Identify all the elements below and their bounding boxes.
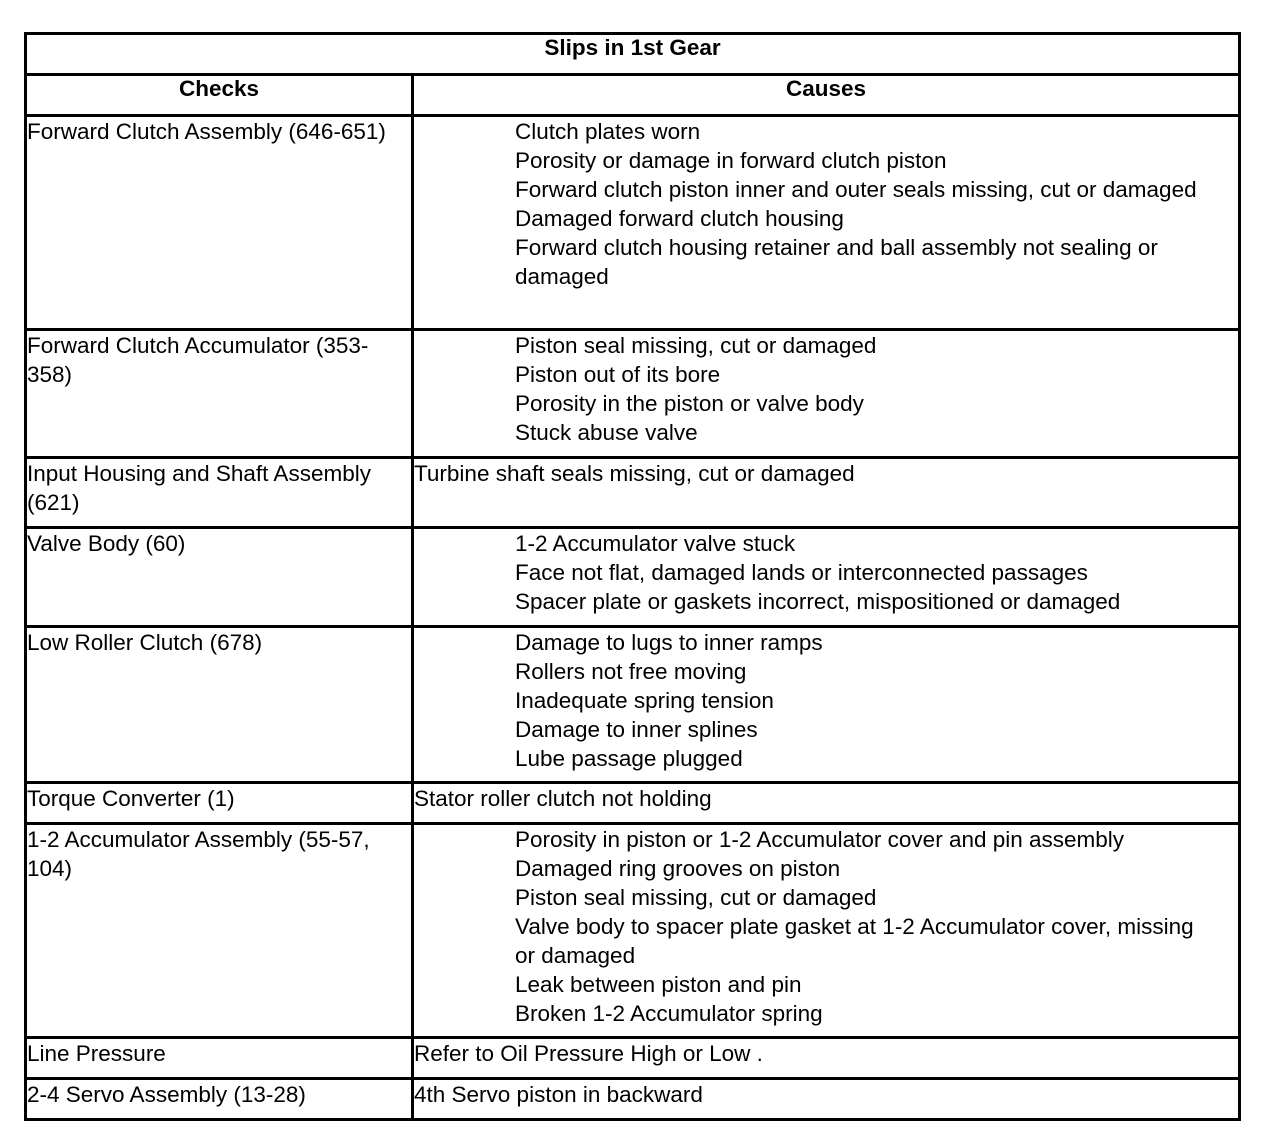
cause-item: Rollers not free moving bbox=[515, 659, 747, 684]
table-row bbox=[26, 528, 1240, 627]
causes-list bbox=[414, 331, 1238, 447]
cause-cell bbox=[413, 1038, 1240, 1079]
cause-item: Valve body to spacer plate gasket at 1-2 Accumulator cover, missing or damaged bbox=[515, 914, 1194, 968]
causes-cell bbox=[413, 528, 1240, 627]
table-row bbox=[26, 330, 1240, 458]
diagnosis-table bbox=[24, 32, 1241, 1121]
check-cell: Input Housing and Shaft Assembly (621) bbox=[26, 458, 413, 528]
causes-list bbox=[414, 825, 1238, 1028]
cause-item: Forward clutch housing retainer and ball assembly not sealing or damaged bbox=[515, 235, 1158, 289]
cause-item: 1-2 Accumulator valve stuck bbox=[515, 531, 796, 556]
cause-item: Stuck abuse valve bbox=[515, 420, 698, 445]
checks-header: Checks bbox=[26, 75, 413, 116]
check-cell: 1-2 Accumulator Assembly (55-57, 104) bbox=[26, 824, 413, 1038]
cause-text: Refer to Oil Pressure High or Low . bbox=[414, 1041, 763, 1066]
cause-item: Clutch plates worn bbox=[515, 119, 701, 144]
causes-cell bbox=[413, 627, 1240, 783]
title-row bbox=[26, 34, 1240, 75]
table-row bbox=[26, 1079, 1240, 1120]
check-cell: Forward Clutch Accumulator (353-358) bbox=[26, 330, 413, 458]
cause-text: Stator roller clutch not holding bbox=[414, 786, 712, 811]
cause-item: Damage to inner splines bbox=[515, 717, 758, 742]
cause-cell bbox=[413, 458, 1240, 528]
table-row bbox=[26, 783, 1240, 824]
cause-item: Piston seal missing, cut or damaged bbox=[515, 333, 877, 358]
cause-item: Damaged forward clutch housing bbox=[515, 206, 844, 231]
table-title: Slips in 1st Gear bbox=[26, 34, 1240, 75]
cause-item: Broken 1-2 Accumulator spring bbox=[515, 1001, 823, 1026]
cause-item: Spacer plate or gaskets incorrect, mispositioned or damaged bbox=[515, 589, 1121, 614]
cause-item: Damaged ring grooves on piston bbox=[515, 856, 841, 881]
table-row bbox=[26, 627, 1240, 783]
cause-item: Lube passage plugged bbox=[515, 746, 743, 771]
table-row bbox=[26, 458, 1240, 528]
cause-item: Porosity or damage in forward clutch piston bbox=[515, 148, 947, 173]
cause-item: Damage to lugs to inner ramps bbox=[515, 630, 823, 655]
cause-item: Leak between piston and pin bbox=[515, 972, 802, 997]
header-row bbox=[26, 75, 1240, 116]
check-cell: Line Pressure bbox=[26, 1038, 413, 1079]
table-row bbox=[26, 824, 1240, 1038]
cause-item: Piston out of its bore bbox=[515, 362, 721, 387]
check-cell: Low Roller Clutch (678) bbox=[26, 627, 413, 783]
cause-item: Inadequate spring tension bbox=[515, 688, 774, 713]
cause-text: 4th Servo piston in backward bbox=[414, 1082, 703, 1107]
causes-list bbox=[414, 117, 1238, 291]
check-cell: Torque Converter (1) bbox=[26, 783, 413, 824]
causes-header: Causes bbox=[413, 75, 1240, 116]
cause-cell bbox=[413, 1079, 1240, 1120]
check-cell: Forward Clutch Assembly (646-651) bbox=[26, 116, 413, 330]
cause-item: Porosity in piston or 1-2 Accumulator cover and pin assembly bbox=[515, 827, 1125, 852]
causes-list bbox=[414, 628, 1238, 773]
check-cell: 2-4 Servo Assembly (13-28) bbox=[26, 1079, 413, 1120]
cause-item: Forward clutch piston inner and outer seals missing, cut or damaged bbox=[515, 177, 1197, 202]
cause-text: Turbine shaft seals missing, cut or damaged bbox=[414, 461, 855, 486]
table-row bbox=[26, 1038, 1240, 1079]
cause-item: Piston seal missing, cut or damaged bbox=[515, 885, 877, 910]
causes-cell bbox=[413, 330, 1240, 458]
table-row bbox=[26, 116, 1240, 330]
causes-cell bbox=[413, 824, 1240, 1038]
check-cell: Valve Body (60) bbox=[26, 528, 413, 627]
causes-cell bbox=[413, 116, 1240, 330]
causes-list bbox=[414, 529, 1238, 616]
cause-item: Face not flat, damaged lands or interconnected passages bbox=[515, 560, 1088, 585]
cause-item: Porosity in the piston or valve body bbox=[515, 391, 864, 416]
cause-cell bbox=[413, 783, 1240, 824]
